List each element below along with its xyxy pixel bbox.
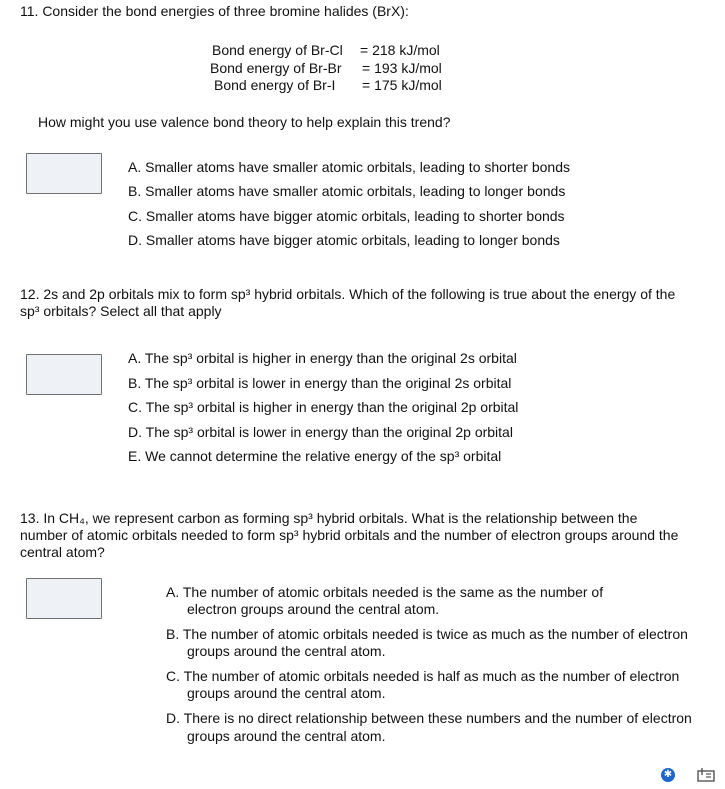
q11-answer-box[interactable] [26, 153, 102, 194]
q11-prompt: How might you use valence bond theory to help explain this trend? [38, 114, 451, 130]
q11-title: 11. Consider the bond energies of three bromine halides (BrX): [20, 3, 409, 19]
q13-option-d-line2: groups around the central atom. [187, 728, 386, 744]
q12-title-line1: 12. 2s and 2p orbitals mix to form sp³ hybrid orbitals. Which of the following is true about the energy of the [20, 286, 676, 302]
bond-label-brcl: Bond energy of Br-Cl [212, 42, 343, 58]
q13-option-a-line2: electron groups around the central atom. [187, 601, 440, 617]
q13-title-line2: number of atomic orbitals needed to form sp³ hybrid orbitals and the number of electron groups around the [20, 527, 679, 543]
bond-value-bri: = 175 kJ/mol [362, 77, 442, 93]
bond-value-brbr: = 193 kJ/mol [362, 60, 442, 76]
bond-value-brcl: = 218 kJ/mol [360, 42, 440, 58]
q12-option-e: E. We cannot determine the relative energy of the sp³ orbital [128, 448, 502, 464]
q13-title-line3: central atom? [20, 544, 105, 560]
q12-option-c: C. The sp³ orbital is higher in energy than the original 2p orbital [128, 399, 519, 415]
q13-title-line1: 13. In CH₄, we represent carbon as forming sp³ hybrid orbitals. What is the relationship between the [20, 510, 638, 526]
q13-option-c-line2: groups around the central atom. [187, 685, 386, 701]
q11-option-c: C. Smaller atoms have bigger atomic orbitals, leading to shorter bonds [128, 208, 565, 224]
q11-option-d: D. Smaller atoms have bigger atomic orbitals, leading to longer bonds [128, 232, 560, 248]
q11-option-b: B. Smaller atoms have smaller atomic orbitals, leading to longer bonds [128, 183, 566, 199]
q12-answer-box[interactable] [26, 354, 102, 395]
q13-option-c-line1: C. The number of atomic orbitals needed is half as much as the number of electron [166, 668, 680, 684]
bond-label-brbr: Bond energy of Br-Br [210, 60, 342, 76]
system-tray [661, 767, 715, 783]
q13-answer-box[interactable] [26, 578, 102, 619]
q12-option-a: A. The sp³ orbital is higher in energy than the original 2s orbital [128, 350, 517, 366]
pen-tablet-icon[interactable] [697, 767, 715, 783]
q13-option-b-line2: groups around the central atom. [187, 643, 386, 659]
q13-option-a-line1: A. The number of atomic orbitals needed is the same as the number of [166, 584, 604, 600]
q13-option-d-line1: D. There is no direct relationship between these numbers and the number of electron [166, 710, 692, 726]
bond-label-bri: Bond energy of Br-I [214, 77, 336, 93]
q12-option-b: B. The sp³ orbital is lower in energy than the original 2s orbital [128, 375, 512, 391]
q13-option-b-line1: B. The number of atomic orbitals needed is twice as much as the number of electron [166, 626, 688, 642]
q12-option-d: D. The sp³ orbital is lower in energy than the original 2p orbital [128, 424, 513, 440]
bluetooth-icon[interactable]: ✱ [661, 768, 675, 782]
q12-title-line2: sp³ orbitals? Select all that apply [20, 303, 222, 319]
q11-option-a: A. Smaller atoms have smaller atomic orbitals, leading to shorter bonds [128, 159, 570, 175]
